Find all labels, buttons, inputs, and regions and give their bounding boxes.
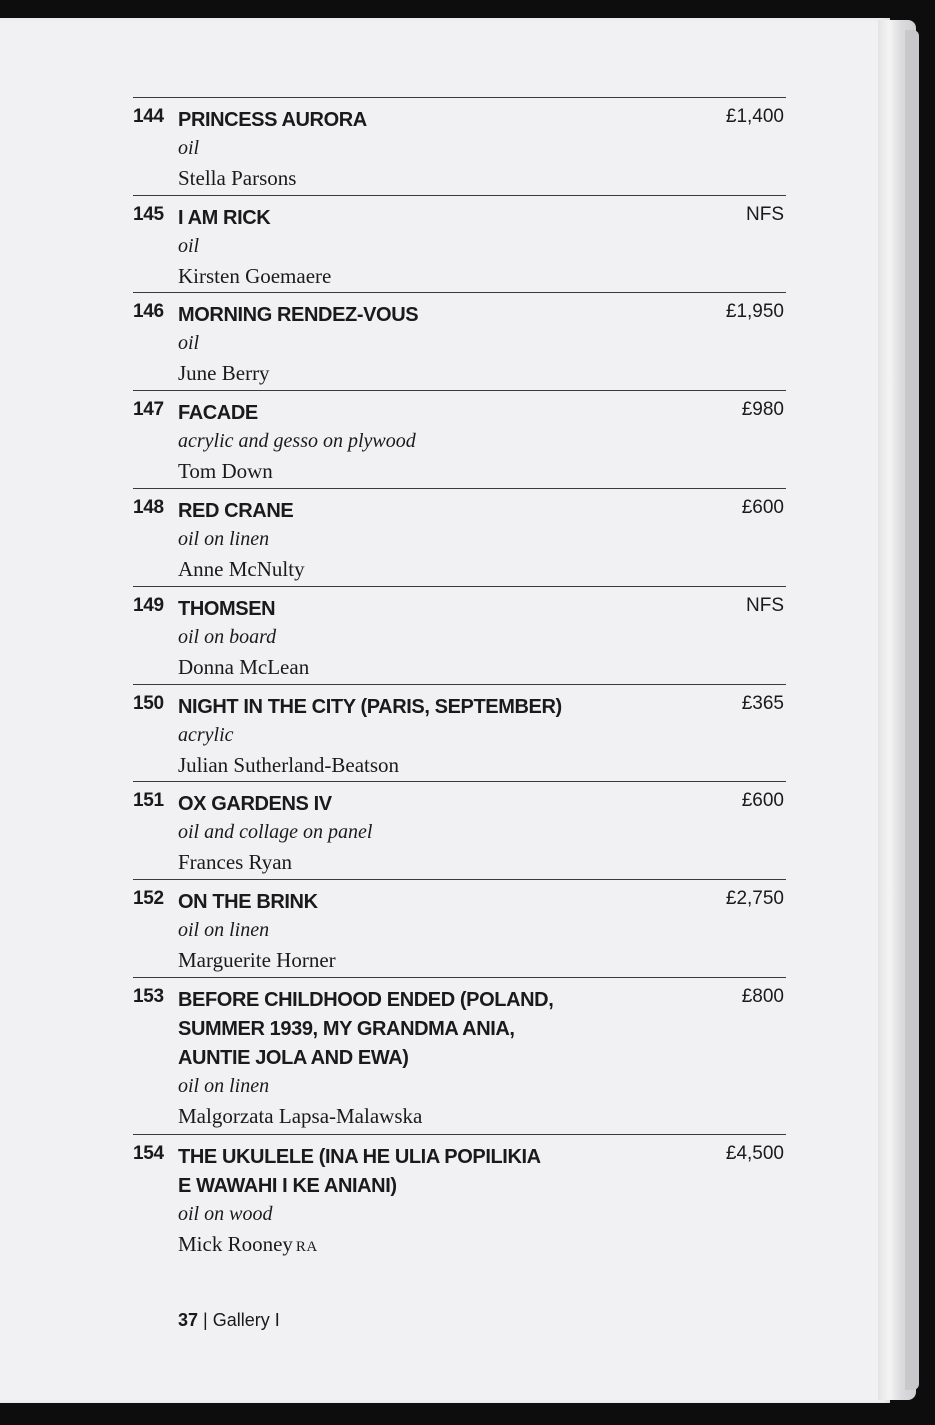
entry-medium: oil on board xyxy=(178,626,277,648)
entry-title-line: AUNTIE JOLA AND EWA) xyxy=(178,1047,409,1069)
entry-price: £1,950 xyxy=(725,301,784,322)
entry-artist xyxy=(178,459,273,484)
entry-price: £800 xyxy=(741,986,784,1007)
entry-artist xyxy=(178,850,292,875)
entry-artist-name: Kirsten Goemaere xyxy=(178,264,332,288)
entry-number: 145 xyxy=(133,204,164,225)
entry-title-line: PRINCESS AURORA xyxy=(178,109,367,131)
entry-title-line: OX GARDENS IV xyxy=(178,793,332,815)
entry-artist xyxy=(178,557,305,582)
entry-title-line: MORNING RENDEZ-VOUS xyxy=(178,304,419,326)
entry-artist xyxy=(178,361,270,386)
entry-title xyxy=(178,986,678,1073)
entry-title-line: I AM RICK xyxy=(178,207,271,229)
catalogue-entry xyxy=(133,195,786,288)
entry-medium: oil on linen xyxy=(178,528,270,550)
page-number: 37 xyxy=(178,1310,199,1330)
entry-price: NFS xyxy=(746,595,784,616)
section-name: Gallery I xyxy=(212,1310,280,1330)
entry-artist-name: Julian Sutherland-Beatson xyxy=(178,753,400,777)
entry-number: 152 xyxy=(133,888,164,909)
entry-number: 148 xyxy=(133,497,164,518)
entry-artist-name: Stella Parsons xyxy=(178,166,297,190)
entry-number: 154 xyxy=(133,1143,164,1164)
entry-artist xyxy=(178,1232,318,1257)
entry-number: 144 xyxy=(133,106,164,127)
entry-artist xyxy=(178,948,336,973)
entry-artist-name: Mick Rooney xyxy=(178,1232,293,1256)
entry-artist-name: Marguerite Horner xyxy=(178,948,336,972)
entry-medium: oil xyxy=(178,332,200,354)
entry-medium: oil on wood xyxy=(178,1203,273,1225)
entry-price: £1,400 xyxy=(725,106,784,127)
catalogue-entry xyxy=(133,684,786,777)
catalogue-entry xyxy=(133,390,786,483)
footer-separator: | xyxy=(203,1310,208,1330)
catalogue-entry xyxy=(133,781,786,874)
entry-title-line: SUMMER 1939, MY GRANDMA ANIA, xyxy=(178,1018,515,1040)
entry-price: £365 xyxy=(741,693,784,714)
entry-artist xyxy=(178,1104,422,1129)
entry-artist-name: Donna McLean xyxy=(178,655,310,679)
entry-artist-name: June Berry xyxy=(178,361,270,385)
entry-title xyxy=(178,106,678,135)
entry-artist xyxy=(178,166,296,191)
entry-price: £600 xyxy=(741,790,784,811)
entry-title xyxy=(178,790,678,819)
entry-medium: oil xyxy=(178,137,200,159)
entry-title-line: NIGHT IN THE CITY (PARIS, SEPTEMBER) xyxy=(178,696,562,718)
entry-number: 153 xyxy=(133,986,164,1007)
entry-title-line: THE UKULELE (INA HE ULIA POPILIKIA xyxy=(178,1146,541,1168)
entry-title xyxy=(178,399,678,428)
entry-number: 149 xyxy=(133,595,164,616)
entry-medium: oil xyxy=(178,235,200,257)
entry-artist xyxy=(178,753,399,778)
entry-number: 151 xyxy=(133,790,164,811)
entry-title xyxy=(178,595,678,624)
page-footer xyxy=(178,1310,280,1331)
entry-title xyxy=(178,888,678,917)
catalogue-entry xyxy=(133,879,786,972)
entry-price: £600 xyxy=(741,497,784,518)
entry-artist-name: Frances Ryan xyxy=(178,850,293,874)
entry-title xyxy=(178,497,678,526)
entry-title-line: THOMSEN xyxy=(178,598,276,620)
catalogue-entry xyxy=(133,488,786,581)
entry-price: £980 xyxy=(741,399,784,420)
catalogue-entry xyxy=(133,97,786,190)
entry-artist-name: Malgorzata Lapsa-Malawska xyxy=(178,1104,423,1128)
entry-price: £4,500 xyxy=(725,1143,784,1164)
catalogue-entry xyxy=(133,292,786,385)
entry-number: 147 xyxy=(133,399,164,420)
entry-title-line: E WAWAHI I KE ANIANI) xyxy=(178,1175,397,1197)
entry-number: 146 xyxy=(133,301,164,322)
entry-artist-ra: RA xyxy=(295,1239,318,1255)
entry-artist xyxy=(178,264,331,289)
catalogue-entry xyxy=(133,977,786,1128)
entry-medium: oil on linen xyxy=(178,919,270,941)
entry-title-line: ON THE BRINK xyxy=(178,891,318,913)
entry-title xyxy=(178,301,678,330)
catalogue-entry xyxy=(133,1134,786,1256)
entry-number: 150 xyxy=(133,693,164,714)
catalogue-entry xyxy=(133,586,786,679)
entry-artist xyxy=(178,655,309,680)
entry-title xyxy=(178,693,678,722)
entry-medium: acrylic and gesso on plywood xyxy=(178,430,416,452)
entry-title-line: BEFORE CHILDHOOD ENDED (POLAND, xyxy=(178,989,554,1011)
entry-price: £2,750 xyxy=(725,888,784,909)
entry-title-line: RED CRANE xyxy=(178,500,294,522)
entry-artist-name: Tom Down xyxy=(178,459,273,483)
page-edge-shadow xyxy=(905,30,919,1390)
entry-medium: oil on linen xyxy=(178,1075,270,1097)
entry-artist-name: Anne McNulty xyxy=(178,557,305,581)
entry-title xyxy=(178,1143,678,1201)
entry-title-line: FACADE xyxy=(178,402,258,424)
entry-medium: oil and collage on panel xyxy=(178,821,373,843)
entry-title xyxy=(178,204,678,233)
entry-medium: acrylic xyxy=(178,724,234,746)
entry-price: NFS xyxy=(746,204,784,225)
